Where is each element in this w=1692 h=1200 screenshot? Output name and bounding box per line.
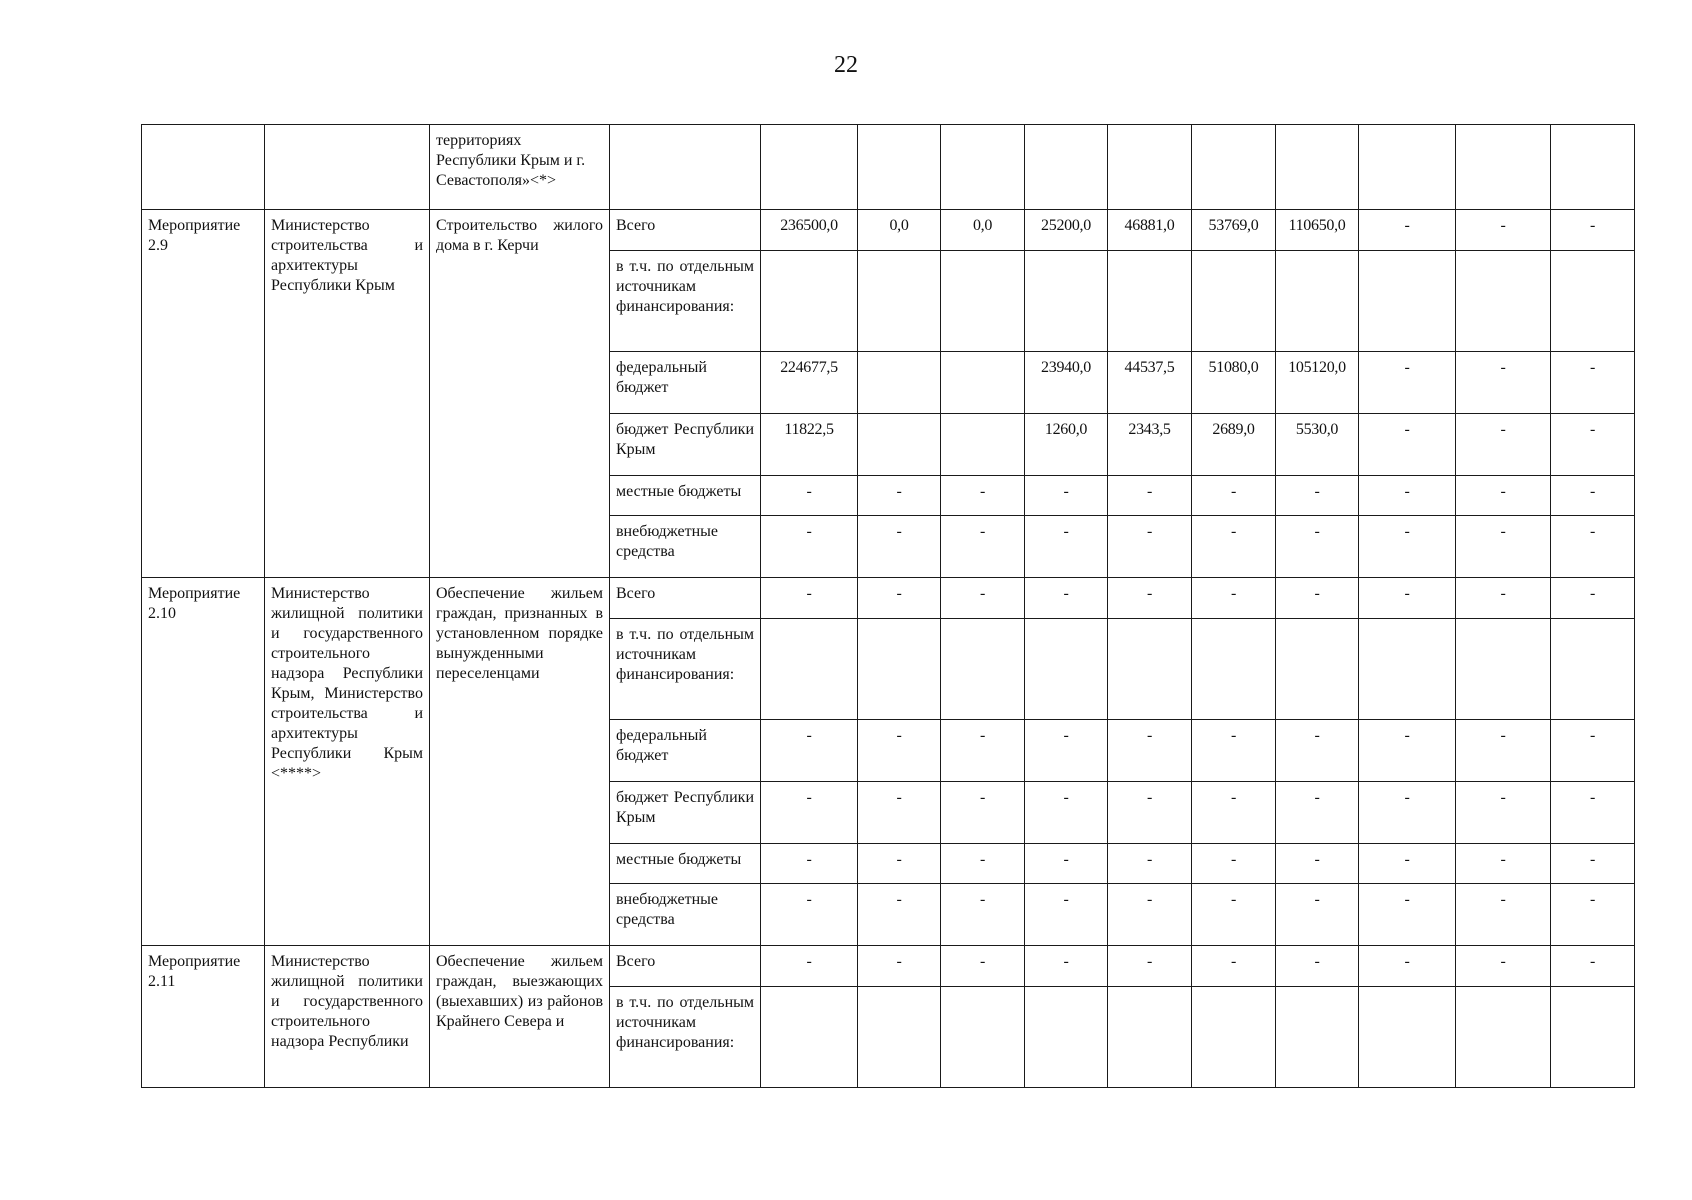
value-cell: - — [1456, 720, 1551, 782]
value-cell — [1108, 251, 1192, 352]
measure-code-cell: Мероприятие 2.11 — [142, 946, 265, 1088]
value-cell: - — [1276, 946, 1359, 987]
value-cell: - — [1551, 414, 1635, 476]
value-cell: - — [858, 476, 941, 516]
value-cell: 53769,0 — [1192, 210, 1276, 251]
value-cell: - — [1025, 476, 1108, 516]
value-cell: - — [1108, 782, 1192, 844]
value-cell: 51080,0 — [1192, 352, 1276, 414]
value-cell — [1359, 987, 1456, 1088]
value-cell: - — [1276, 720, 1359, 782]
value-cell — [858, 414, 941, 476]
value-cell: - — [761, 946, 858, 987]
value-cell: - — [1551, 720, 1635, 782]
measure-code-cell: Мероприятие 2.9 — [142, 210, 265, 578]
value-cell: - — [1276, 578, 1359, 619]
table-row — [142, 125, 1635, 210]
value-cell: - — [1192, 476, 1276, 516]
value-cell: - — [1276, 844, 1359, 884]
value-cell: 0,0 — [858, 210, 941, 251]
value-cell: - — [1551, 516, 1635, 578]
funding-source-cell: федеральный бюджет — [610, 352, 761, 414]
value-cell: - — [1456, 844, 1551, 884]
value-cell — [1108, 619, 1192, 720]
description-cell: Обеспечение жильем граждан, выезжающих (выехавших) из районов Крайнего Севера и — [430, 946, 610, 1088]
value-cell: - — [1359, 844, 1456, 884]
value-cell: - — [1551, 476, 1635, 516]
value-cell: - — [941, 578, 1025, 619]
executor-cell — [265, 125, 430, 210]
value-cell: 105120,0 — [1276, 352, 1359, 414]
value-cell: - — [941, 476, 1025, 516]
funding-source-cell: федеральный бюджет — [610, 720, 761, 782]
value-cell: 11822,5 — [761, 414, 858, 476]
value-cell: - — [1456, 884, 1551, 946]
value-cell — [941, 352, 1025, 414]
value-cell: - — [1456, 414, 1551, 476]
value-cell — [1276, 125, 1359, 210]
value-cell — [1192, 619, 1276, 720]
value-cell — [1108, 987, 1192, 1088]
value-cell: - — [1276, 884, 1359, 946]
measure-code-cell: Мероприятие 2.10 — [142, 578, 265, 946]
funding-source-cell: Всего — [610, 946, 761, 987]
description-cell: территориях Республики Крым и г. Севастополя»<*> — [430, 125, 610, 210]
value-cell: - — [1551, 210, 1635, 251]
value-cell: - — [1192, 782, 1276, 844]
value-cell: - — [1456, 782, 1551, 844]
value-cell: - — [1192, 578, 1276, 619]
value-cell: - — [858, 946, 941, 987]
table-row — [142, 946, 1635, 987]
funding-source-cell: внебюджетные средства — [610, 516, 761, 578]
table-row — [142, 578, 1635, 619]
value-cell — [1359, 251, 1456, 352]
value-cell: - — [1456, 352, 1551, 414]
value-cell — [941, 987, 1025, 1088]
value-cell: 25200,0 — [1025, 210, 1108, 251]
value-cell — [1192, 251, 1276, 352]
value-cell: - — [1025, 946, 1108, 987]
value-cell: - — [1025, 516, 1108, 578]
value-cell: - — [1359, 782, 1456, 844]
value-cell: - — [1359, 578, 1456, 619]
value-cell: - — [1551, 884, 1635, 946]
funding-source-cell: в т.ч. по отдельным источникам финансирования: — [610, 987, 761, 1088]
value-cell — [941, 251, 1025, 352]
value-cell: - — [1025, 844, 1108, 884]
value-cell: - — [1359, 210, 1456, 251]
value-cell: 110650,0 — [1276, 210, 1359, 251]
value-cell: - — [1359, 414, 1456, 476]
value-cell: - — [858, 578, 941, 619]
value-cell — [1359, 619, 1456, 720]
funding-source-cell: местные бюджеты — [610, 476, 761, 516]
value-cell: - — [761, 516, 858, 578]
value-cell: 2343,5 — [1108, 414, 1192, 476]
budget-table-body — [142, 125, 1635, 1088]
value-cell — [1551, 125, 1635, 210]
value-cell: - — [1359, 352, 1456, 414]
value-cell — [1025, 619, 1108, 720]
value-cell — [1456, 125, 1551, 210]
value-cell: 23940,0 — [1025, 352, 1108, 414]
value-cell: - — [1192, 844, 1276, 884]
description-cell: Обеспечение жильем граждан, признанных в установленном порядке вынужденными переселенцами — [430, 578, 610, 946]
value-cell: 224677,5 — [761, 352, 858, 414]
value-cell: - — [858, 782, 941, 844]
value-cell: - — [1025, 884, 1108, 946]
value-cell: - — [941, 720, 1025, 782]
value-cell — [761, 619, 858, 720]
value-cell: - — [761, 476, 858, 516]
value-cell — [1276, 619, 1359, 720]
value-cell: - — [1359, 720, 1456, 782]
value-cell: - — [1456, 578, 1551, 619]
value-cell: - — [1551, 946, 1635, 987]
value-cell — [1025, 125, 1108, 210]
value-cell: - — [1551, 578, 1635, 619]
value-cell — [1192, 125, 1276, 210]
value-cell: - — [761, 578, 858, 619]
value-cell — [1025, 987, 1108, 1088]
value-cell: - — [1192, 516, 1276, 578]
value-cell: - — [1276, 516, 1359, 578]
value-cell — [858, 251, 941, 352]
value-cell: - — [1456, 946, 1551, 987]
value-cell: - — [1276, 476, 1359, 516]
value-cell — [1108, 125, 1192, 210]
value-cell — [1551, 619, 1635, 720]
source-cell — [610, 125, 761, 210]
funding-source-cell: местные бюджеты — [610, 844, 761, 884]
value-cell: 0,0 — [941, 210, 1025, 251]
value-cell: - — [1551, 782, 1635, 844]
value-cell — [941, 619, 1025, 720]
value-cell — [1359, 125, 1456, 210]
value-cell: 46881,0 — [1108, 210, 1192, 251]
value-cell — [1456, 251, 1551, 352]
executor-cell: Министерство жилищной политики и государственного строительного надзора Республики Крым, Министерство строительства и архитектуры Республики Крым <****> — [265, 578, 430, 946]
value-cell: - — [1192, 720, 1276, 782]
measure-code-cell — [142, 125, 265, 210]
value-cell: - — [1551, 352, 1635, 414]
funding-source-cell: бюджет Республики Крым — [610, 414, 761, 476]
value-cell: - — [858, 884, 941, 946]
value-cell: - — [761, 782, 858, 844]
page-number: 22 — [834, 52, 858, 78]
funding-source-cell: в т.ч. по отдельным источникам финансирования: — [610, 619, 761, 720]
value-cell: - — [941, 884, 1025, 946]
value-cell: - — [941, 946, 1025, 987]
value-cell — [858, 619, 941, 720]
value-cell: - — [1108, 884, 1192, 946]
value-cell — [1025, 251, 1108, 352]
value-cell — [761, 251, 858, 352]
value-cell: - — [941, 844, 1025, 884]
value-cell: - — [1108, 516, 1192, 578]
value-cell: - — [1359, 476, 1456, 516]
value-cell — [1551, 251, 1635, 352]
value-cell: 5530,0 — [1276, 414, 1359, 476]
value-cell: - — [1192, 946, 1276, 987]
value-cell: - — [1025, 578, 1108, 619]
value-cell — [1551, 987, 1635, 1088]
value-cell: - — [1456, 516, 1551, 578]
value-cell: 2689,0 — [1192, 414, 1276, 476]
value-cell: - — [1551, 844, 1635, 884]
value-cell — [858, 125, 941, 210]
budget-table — [141, 124, 1635, 1088]
description-cell: Строительство жилого дома в г. Керчи — [430, 210, 610, 578]
value-cell — [1192, 987, 1276, 1088]
value-cell — [1456, 987, 1551, 1088]
value-cell — [1456, 619, 1551, 720]
value-cell: - — [858, 720, 941, 782]
value-cell: - — [1359, 884, 1456, 946]
table-row — [142, 210, 1635, 251]
value-cell: - — [1025, 720, 1108, 782]
value-cell: - — [941, 516, 1025, 578]
funding-source-cell: внебюджетные средства — [610, 884, 761, 946]
executor-cell: Министерство строительства и архитектуры Республики Крым — [265, 210, 430, 578]
value-cell: - — [1108, 578, 1192, 619]
value-cell: - — [941, 782, 1025, 844]
value-cell — [761, 987, 858, 1088]
value-cell: 236500,0 — [761, 210, 858, 251]
value-cell: - — [858, 844, 941, 884]
value-cell: - — [761, 844, 858, 884]
value-cell: - — [1192, 884, 1276, 946]
value-cell — [1276, 251, 1359, 352]
value-cell — [1276, 987, 1359, 1088]
value-cell: - — [1025, 782, 1108, 844]
value-cell: - — [761, 720, 858, 782]
value-cell — [858, 987, 941, 1088]
value-cell: - — [1108, 844, 1192, 884]
value-cell: - — [1456, 476, 1551, 516]
value-cell: - — [1108, 476, 1192, 516]
value-cell: - — [761, 884, 858, 946]
value-cell — [858, 352, 941, 414]
value-cell — [761, 125, 858, 210]
funding-source-cell: бюджет Республики Крым — [610, 782, 761, 844]
funding-source-cell: в т.ч. по отдельным источникам финансирования: — [610, 251, 761, 352]
value-cell — [941, 414, 1025, 476]
value-cell: - — [1456, 210, 1551, 251]
executor-cell: Министерство жилищной политики и государственного строительного надзора Республики — [265, 946, 430, 1088]
value-cell: 1260,0 — [1025, 414, 1108, 476]
value-cell: - — [1108, 946, 1192, 987]
value-cell: - — [1276, 782, 1359, 844]
value-cell: - — [1359, 516, 1456, 578]
funding-source-cell: Всего — [610, 210, 761, 251]
value-cell — [941, 125, 1025, 210]
value-cell: - — [1108, 720, 1192, 782]
value-cell: 44537,5 — [1108, 352, 1192, 414]
value-cell: - — [1359, 946, 1456, 987]
value-cell: - — [858, 516, 941, 578]
funding-source-cell: Всего — [610, 578, 761, 619]
